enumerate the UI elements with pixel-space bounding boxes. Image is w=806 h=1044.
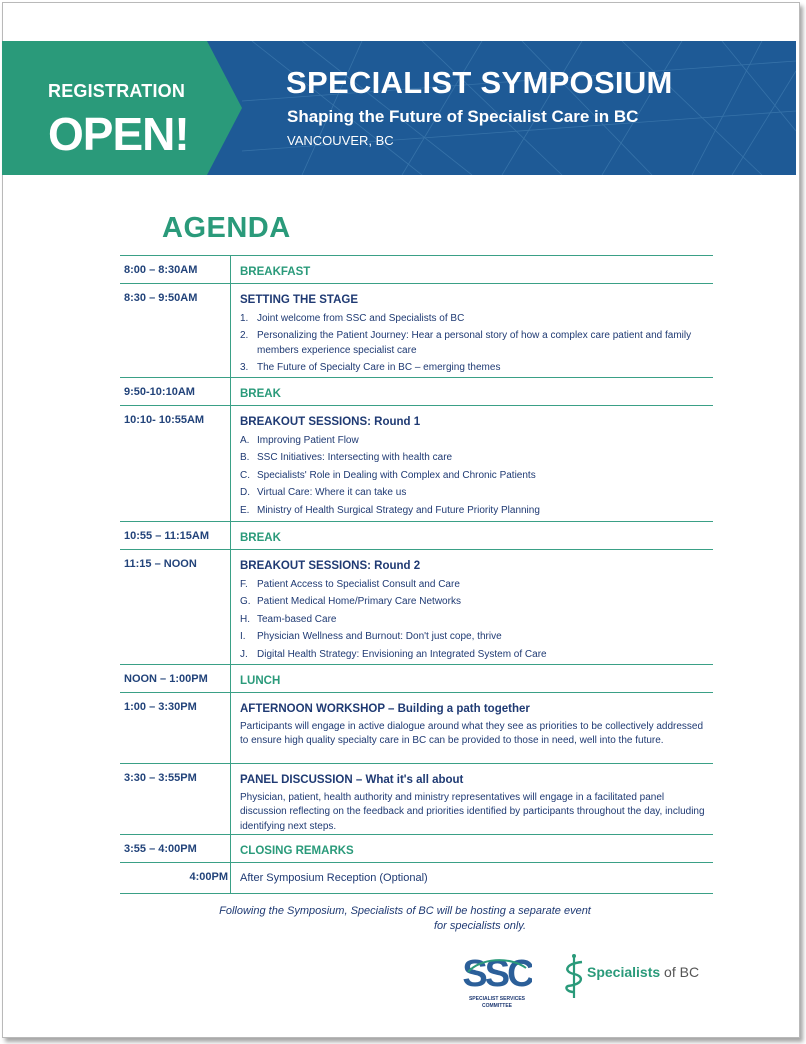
footnote: [170, 904, 640, 935]
symposium-subtitle: Shaping the Future of Specialist Care in BC: [287, 107, 639, 126]
agenda-row: [120, 862, 713, 894]
agenda-item: A. Improving Patient Flow: [240, 434, 359, 446]
row-divider: [230, 863, 231, 893]
agenda-row: [120, 549, 713, 665]
agenda-row: [120, 521, 713, 550]
agenda-time: 8:30 – 9:50AM: [124, 292, 198, 304]
agenda-time: 3:55 – 4:00PM: [124, 843, 197, 855]
row-divider: [230, 764, 231, 835]
row-divider: [230, 406, 231, 522]
agenda-time: 9:50-10:10AM: [124, 386, 195, 398]
agenda-description: Participants will engage in active dialogue around what they see as priorities to be collectively addressed to ensure high quality specialty care in BC can be provided to those in need, well into the future.: [240, 720, 704, 747]
agenda-item: C. Specialists' Role in Dealing with Complex and Chronic Patients: [240, 469, 536, 481]
agenda-time: 8:00 – 8:30AM: [124, 264, 198, 276]
agenda-item: B. SSC Initiatives: Intersecting with health care: [240, 452, 453, 464]
row-divider: [230, 550, 231, 665]
agenda-heading: BREAKOUT SESSIONS: Round 2: [240, 560, 421, 572]
sobc-name: Specialists: [587, 964, 661, 980]
agenda-heading: BREAKFAST: [240, 266, 311, 278]
agenda-time: 11:15 – NOON: [124, 558, 197, 570]
agenda-item: 1. Joint welcome from SSC and Specialists of BC: [240, 312, 465, 324]
agenda-time: 3:30 – 3:55PM: [124, 772, 197, 784]
row-divider: [230, 693, 231, 764]
row-divider: [230, 378, 231, 406]
agenda-item: D. Virtual Care: Where it can take us: [240, 487, 407, 499]
agenda-time: 1:00 – 3:30PM: [124, 701, 197, 713]
row-divider: [230, 665, 231, 693]
row-divider: [230, 284, 231, 378]
caduceus-icon: [560, 952, 590, 1002]
agenda-row: [120, 405, 713, 522]
agenda-item: 2. Personalizing the Patient Journey: Hear a personal story of how a complex care patient and family members experience specialist care: [240, 330, 692, 356]
agenda-item: F. Patient Access to Specialist Consult and Care: [240, 578, 460, 590]
agenda-heading: SETTING THE STAGE: [240, 294, 358, 306]
registration-label: REGISTRATION: [48, 81, 186, 101]
agenda-heading: After Symposium Reception (Optional): [240, 872, 428, 884]
sobc-suffix: of BC: [664, 964, 700, 980]
agenda-row: [120, 763, 713, 835]
agenda-heading: CLOSING REMARKS: [240, 845, 354, 857]
agenda-item: E. Ministry of Health Surgical Strategy and Future Priority Planning: [240, 504, 540, 516]
agenda-row: [120, 377, 713, 406]
ssc-caption-line: COMMITTEE: [482, 1002, 512, 1009]
agenda-row: [120, 283, 713, 378]
agenda-heading: BREAK: [240, 388, 281, 400]
agenda-description: Physician, patient, health authority and ministry representatives will engage in a facilitated panel discussion reflecting on the feedback and priorities identified by participants throughout the day, including identifying next steps.: [240, 791, 705, 832]
ssc-caption: [462, 996, 532, 1009]
agenda-title: AGENDA: [162, 212, 291, 244]
footnote-line: Following the Symposium, Specialists of BC will be hosting a separate event: [219, 905, 591, 917]
agenda-time: 10:10- 10:55AM: [124, 414, 205, 426]
agenda-item: G. Patient Medical Home/Primary Care Networks: [240, 596, 461, 608]
row-divider: [230, 256, 231, 284]
agenda-row: [120, 834, 713, 863]
agenda-heading: LUNCH: [240, 675, 281, 687]
registration-badge: [2, 41, 242, 175]
header-banner: [2, 41, 796, 175]
agenda-time: 4:00PM: [189, 871, 228, 883]
row-divider: [230, 522, 231, 550]
agenda-time: NOON – 1:00PM: [124, 673, 208, 685]
agenda-item: I. Physician Wellness and Burnout: Don't just cope, thrive: [240, 631, 502, 643]
agenda-heading: BREAKOUT SESSIONS: Round 1: [240, 416, 421, 428]
agenda-heading: BREAK: [240, 532, 281, 544]
registration-open-label: OPEN!: [48, 108, 189, 160]
agenda-heading: PANEL DISCUSSION – What it's all about: [240, 774, 464, 786]
ssc-logo-letters: SSC: [462, 953, 532, 995]
footnote-line: for specialists only.: [433, 920, 527, 933]
agenda-item: J. Digital Health Strategy: Envisioning an Integrated System of Care: [240, 648, 547, 660]
symposium-title: SPECIALIST SYMPOSIUM: [286, 65, 673, 100]
agenda-row: [120, 664, 713, 693]
agenda-item: 3. The Future of Specialty Care in BC – emerging themes: [240, 362, 501, 374]
agenda-heading: AFTERNOON WORKSHOP – Building a path together: [240, 703, 530, 715]
agenda-row: [120, 255, 713, 284]
symposium-location: VANCOUVER, BC: [287, 133, 394, 148]
agenda-item: H. Team-based Care: [240, 613, 337, 625]
agenda-row: [120, 692, 713, 764]
ssc-caption-line: SPECIALIST SERVICES: [468, 996, 526, 1002]
specialists-of-bc-logo: [587, 964, 699, 980]
agenda-time: 10:55 – 11:15AM: [124, 530, 209, 542]
row-divider: [230, 835, 231, 863]
